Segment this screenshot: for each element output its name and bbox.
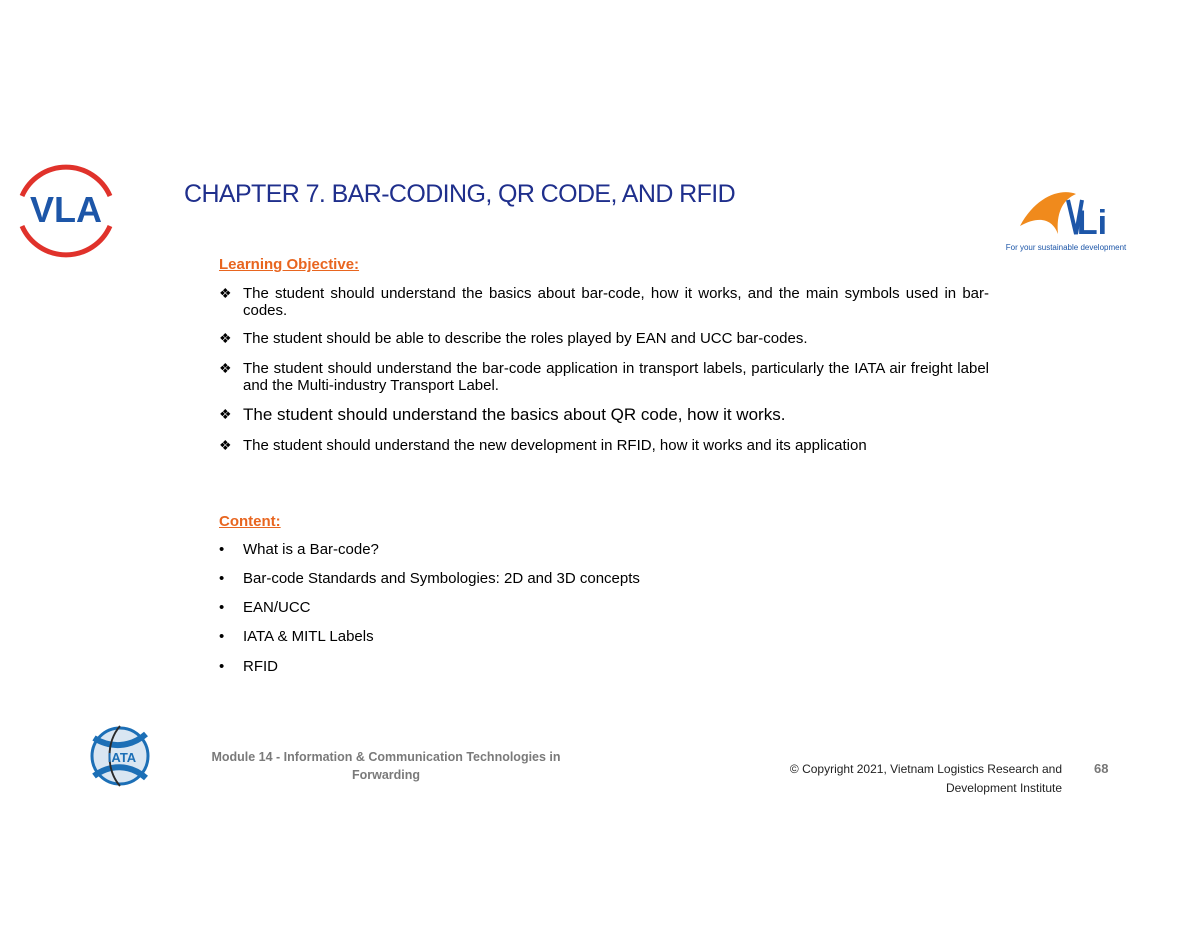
bullet-icon: • [219,541,225,558]
footer-module-text: Module 14 - Information & Communication Technologies in Forwarding [211,750,561,782]
iata-globe-icon [80,718,160,794]
diamond-bullet-icon: ❖ [219,360,232,376]
content-item [219,570,640,587]
page-title: CHAPTER 7. BAR-CODING, QR CODE, AND RFID [184,180,736,208]
bullet-icon: • [219,628,225,645]
iata-logo-text: IATA [107,750,137,765]
objective-item [219,437,989,454]
content-item-label: IATA & MITL Labels [243,628,374,645]
vli-logo-text: Li [1076,204,1108,242]
vli-logo-icon [1005,186,1127,256]
content-item-label: What is a Bar-code? [243,541,379,558]
iata-logo [80,718,160,794]
learning-objective-heading: Learning Objective: [219,256,360,273]
objective-text: The student should understand the new development in RFID, how it works and its application [243,437,867,454]
content-item-label: Bar-code Standards and Symbologies: 2D and 3D concepts [243,570,640,587]
content-item-label: RFID [243,658,278,675]
bullet-icon: • [219,570,225,587]
content-item-label: EAN/UCC [243,599,311,616]
diamond-bullet-icon: ❖ [219,285,232,301]
diamond-bullet-icon: ❖ [219,406,232,422]
content-heading: Content: [219,513,281,530]
vla-logo-text: VLA [30,189,102,230]
objective-item [219,360,989,394]
content-item [219,541,379,558]
objective-item [219,330,989,347]
vli-tagline: For your sustainable development [1005,243,1127,252]
diamond-bullet-icon: ❖ [219,330,232,346]
objective-text: The student should be able to describe the roles played by EAN and UCC bar-codes. [243,330,808,347]
content-item [219,658,278,675]
bullet-icon: • [219,658,225,675]
objective-item [219,285,989,319]
objective-text: The student should understand the bar-code application in transport labels, particularly the IATA air freight label and the Multi-industry Transport Label. [243,360,989,394]
footer-copyright: © Copyright 2021, Vietnam Logistics Research and Development Institute [789,762,1062,795]
objective-text: The student should understand the basics about bar-code, how it works, and the main symbols used in bar-codes. [243,285,989,319]
vla-logo [10,156,122,266]
page-number: 68 [1094,761,1109,776]
vla-logo-icon [10,156,122,266]
vli-logo [1005,186,1127,256]
objective-item [219,405,989,424]
content-item [219,599,311,616]
diamond-bullet-icon: ❖ [219,437,232,453]
content-item [219,628,374,645]
bullet-icon: • [219,599,225,616]
objective-text: The student should understand the basics about QR code, how it works. [243,405,786,424]
